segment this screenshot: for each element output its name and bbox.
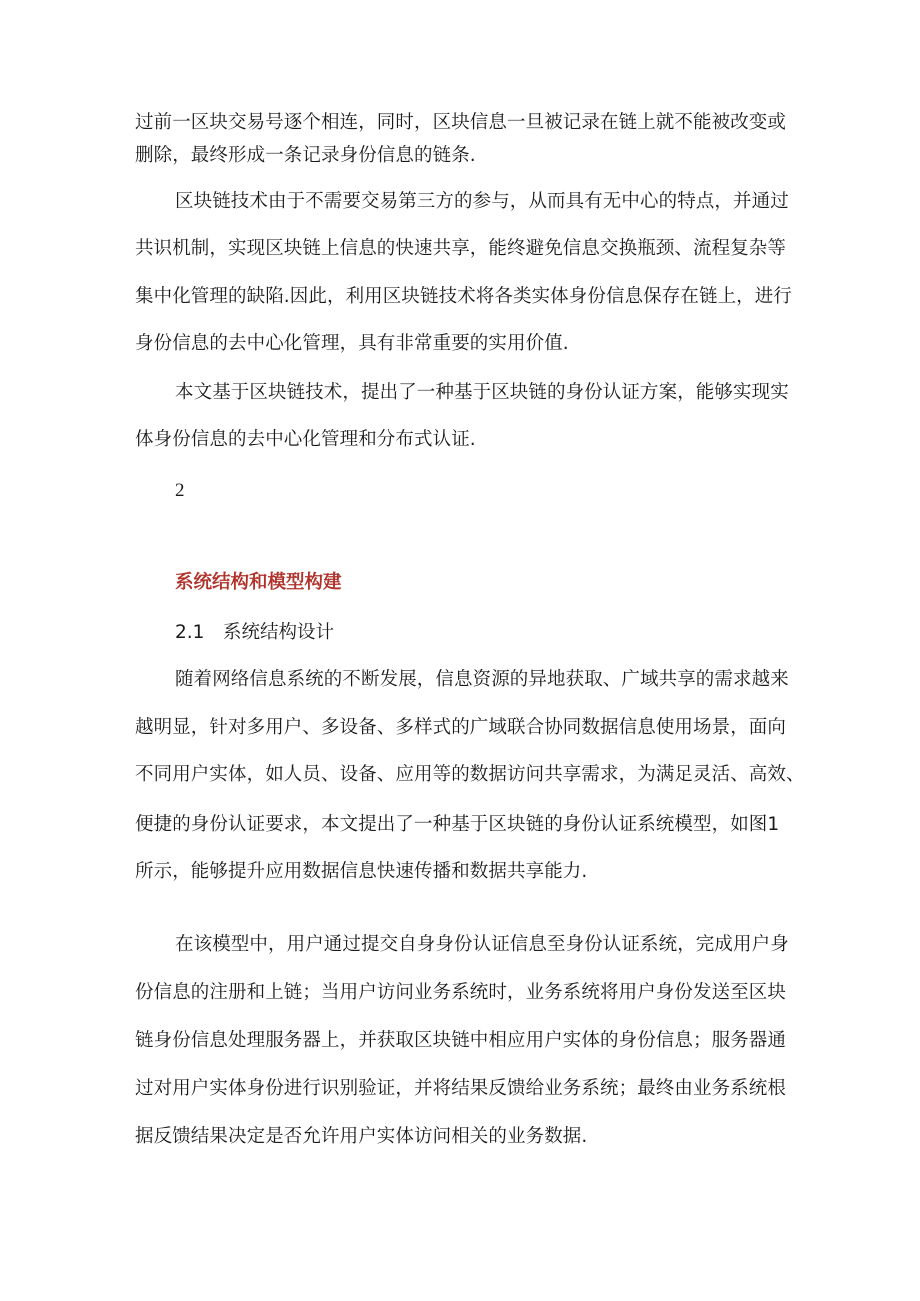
- paragraph-line: 据反馈结果决定是否允许用户实体访问相关的业务数据.: [135, 1126, 588, 1147]
- paragraph-line: 便捷的身份认证要求，本文提出了一种基于区块链的身份认证系统模型，如图1: [135, 814, 780, 835]
- paragraph-line: 随着网络信息系统的不断发展，信息资源的异地获取、广域共享的需求越来: [175, 669, 789, 690]
- section-heading: 系统结构和模型构建: [175, 572, 342, 593]
- paragraph-line: 不同用户实体，如人员、设备、应用等的数据访问共享需求，为满足灵活、高效、: [135, 764, 805, 785]
- paragraph-line: 所示，能够提升应用数据信息快速传播和数据共享能力.: [135, 861, 588, 882]
- paragraph-line: 身份信息的去中心化管理，具有非常重要的实用价值.: [135, 333, 569, 354]
- paragraph-line: 区块链技术由于不需要交易第三方的参与，从而具有无中心的特点，并通过: [175, 191, 789, 212]
- paragraph-line: 共识机制，实现区块链上信息的快速共享，能终避免信息交换瓶颈、流程复杂等: [135, 238, 787, 259]
- paragraph-line: 份信息的注册和上链；当用户访问业务系统时，业务系统将用户身份发送至区块: [135, 982, 787, 1003]
- paragraph-line: 删除，最终形成一条记录身份信息的链条.: [135, 145, 476, 166]
- paragraph-line: 越明显，针对多用户、多设备、多样式的广域联合协同数据信息使用场景，面向: [135, 717, 787, 738]
- page-number: 2: [175, 480, 185, 501]
- paragraph-line: 在该模型中，用户通过提交自身身份认证信息至身份认证系统，完成用户身: [175, 934, 789, 955]
- subsection-title: 系统结构设计: [223, 622, 335, 643]
- paragraph-line: 本文基于区块链技术，提出了一种基于区块链的身份认证方案，能够实现实: [175, 382, 789, 403]
- paragraph-line: 过对用户实体身份进行识别验证，并将结果反馈给业务系统；最终由业务系统根: [135, 1078, 787, 1099]
- paragraph-line: 体身份信息的去中心化管理和分布式认证.: [135, 429, 476, 450]
- paragraph-line: 过前一区块交易号逐个相连，同时，区块信息一旦被记录在链上就不能被改变或: [135, 112, 787, 133]
- subsection-number: 2.1: [175, 622, 205, 643]
- paragraph-line: 链身份信息处理服务器上，并获取区块链中相应用户实体的身份信息；服务器通: [135, 1030, 787, 1051]
- paragraph-line: 集中化管理的缺陷.因此，利用区块链技术将各类实体身份信息保存在链上，进行: [135, 286, 792, 307]
- subsection-heading: [175, 620, 334, 646]
